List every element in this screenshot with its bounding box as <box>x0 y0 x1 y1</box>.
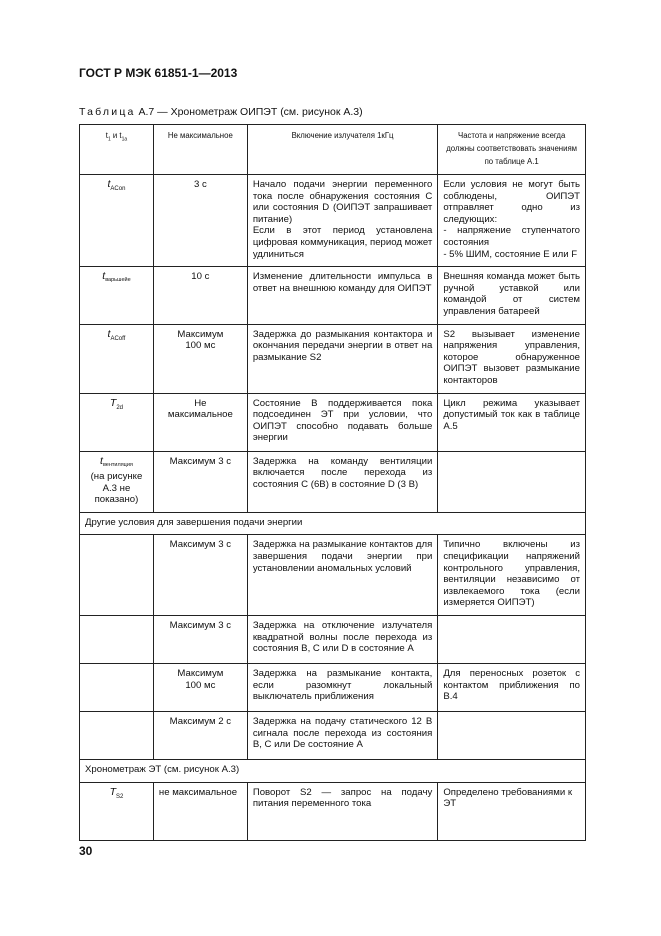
row-description: Задержка на команду вентиляции включается после перехода из состояния С (6В) в состояние D (3 В) <box>247 451 438 512</box>
row-time: Максимум 2 с <box>153 712 247 760</box>
section-row <box>80 760 586 783</box>
header-description: Включение излучателя 1кГц <box>247 125 438 175</box>
section-title: Другие условия для завершения подачи энергии <box>80 512 586 535</box>
table-row <box>80 451 586 512</box>
row-symbol: tвентиляция (на рисунке А.3 не показано) <box>80 451 154 512</box>
page-number: 30 <box>79 844 93 858</box>
section-row <box>80 512 586 535</box>
table-row <box>80 267 586 324</box>
table-row <box>80 616 586 664</box>
caption-text: А.7 — Хронометраж ОИПЭТ (см. рисунок А.3) <box>135 106 363 118</box>
table-row <box>80 712 586 760</box>
table-row <box>80 175 586 267</box>
row-comment: Типично включены из спецификации напряжений контрольного управления, вентиляции независимо от извлекаемого тока (если измеряется ОИПЭТ) <box>438 535 586 616</box>
row-symbol: $T_{2d}$ <box>80 393 154 451</box>
table-row <box>80 393 586 451</box>
row-comment <box>438 451 586 512</box>
row-comment: Если условия не могут быть соблюдены, ОИПЭТ отправляет одно из следующих: - напряжение ступенчатого состояния - 5% ШИМ, состояние Е или F <box>438 175 586 267</box>
row-symbol: tварьшейе <box>80 267 154 324</box>
row-comment <box>438 712 586 760</box>
row-time: 3 с <box>153 175 247 267</box>
row-description: Задержка на размыкание контакта, если разомкнут локальный выключатель приближения <box>247 664 438 712</box>
row-symbol: $T_{S2}$ <box>80 782 154 840</box>
row-time: не максимальное <box>153 782 247 840</box>
row-symbol-empty <box>80 712 154 760</box>
row-time: Максимум 100 мс <box>153 664 247 712</box>
row-description: Состояние В поддерживается пока подсоединен ЭТ при условии, что ОИПЭТ способно подавать больше энергии <box>247 393 438 451</box>
row-comment: Цикл режима указывает допустимый ток как в таблице А.5 <box>438 393 586 451</box>
row-symbol-empty <box>80 664 154 712</box>
row-time: 10 с <box>153 267 247 324</box>
caption-label: Таблица <box>79 106 136 118</box>
header-symbol: $t_1$ и $t_{1а}$ <box>80 125 154 175</box>
header-time: Не максимальное <box>153 125 247 175</box>
table-row <box>80 664 586 712</box>
section-title: Хронометраж ЭТ (см. рисунок А.3) <box>80 760 586 783</box>
timing-table <box>79 124 586 841</box>
row-symbol-empty <box>80 535 154 616</box>
row-description: Изменение длительности импульса в ответ на внешнюю команду для ОИПЭТ <box>247 267 438 324</box>
header-row <box>80 125 586 175</box>
row-description: Задержка до размыкания контактора и окончания передачи энергии в ответ на размыкание S2 <box>247 324 438 393</box>
row-description: Поворот S2 — запрос на подачу питания переменного тока <box>247 782 438 840</box>
row-time: Не максимальное <box>153 393 247 451</box>
table-row <box>80 782 586 840</box>
table-row <box>80 324 586 393</box>
row-time: Максимум 3 с <box>153 451 247 512</box>
row-description: Задержка на подачу статического 12 В сигнала после перехода из состояния В, С или De состояние А <box>247 712 438 760</box>
row-symbol-empty <box>80 616 154 664</box>
header-comment: Частота и напряжение всегда должны соответствовать значениям по таблице А.1 <box>438 125 586 175</box>
row-description: Задержка на размыкание контактов для завершения подачи энергии при установлении аномальных условий <box>247 535 438 616</box>
row-time: Максимум 100 мс <box>153 324 247 393</box>
table-row <box>80 535 586 616</box>
row-symbol: $t_{ACon}$ <box>80 175 154 267</box>
row-symbol: $t_{ACoff}$ <box>80 324 154 393</box>
document-id: ГОСТ Р МЭК 61851-1—2013 <box>79 66 238 80</box>
row-comment: Для переносных розеток с контактом приближения по В.4 <box>438 664 586 712</box>
row-comment: S2 вызывает изменение напряжения управления, которое обнаруженное ОИПЭТ вызовет размыкание контакторов <box>438 324 586 393</box>
row-time: Максимум 3 с <box>153 535 247 616</box>
row-comment <box>438 616 586 664</box>
row-comment: Определено требованиями к ЭТ <box>438 782 586 840</box>
row-comment: Внешняя команда может быть ручной уставкой или командой от систем управления батареей <box>438 267 586 324</box>
row-symbol-note: (на рисунке А.3 не показано) <box>90 471 143 506</box>
row-description: Задержка на отключение излучателя квадратной волны после перехода из состояния В, С или D в состояние А <box>247 616 438 664</box>
table-caption <box>79 106 363 118</box>
row-description: Начало подачи энергии переменного тока после обнаружения состояния С или состояния D (ОИПЭТ запрашивает питание) Если в этот период установлена цифровая коммуникация, период может удлиниться <box>247 175 438 267</box>
row-time: Максимум 3 с <box>153 616 247 664</box>
